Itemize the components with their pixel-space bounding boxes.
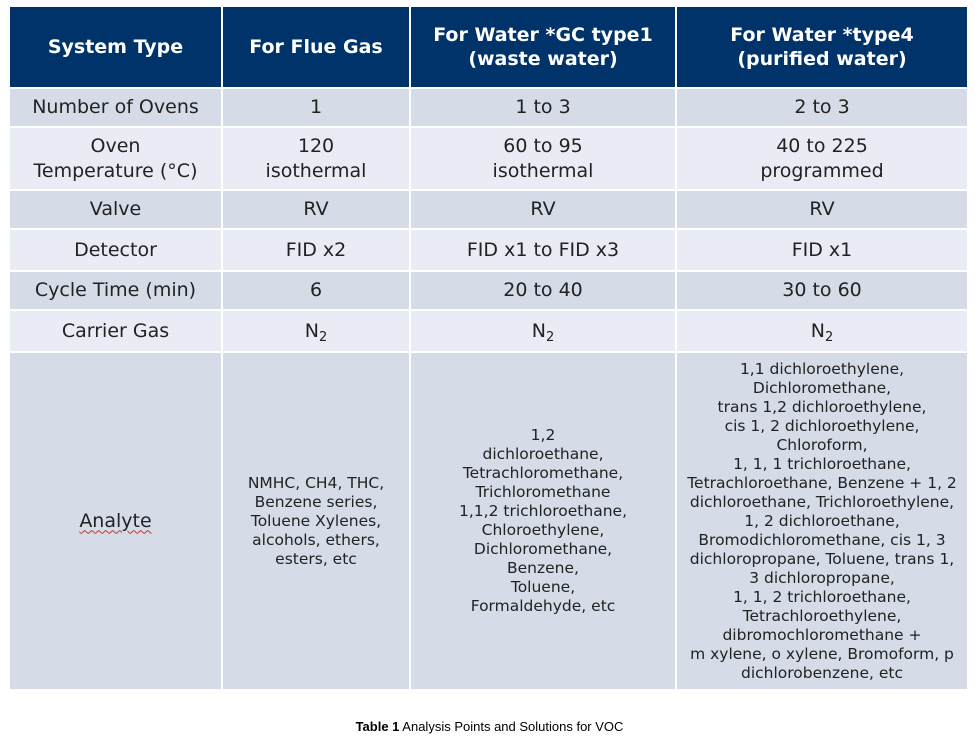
table-cell: 1 to 3 [411, 89, 675, 126]
table-cell: RV [411, 191, 675, 228]
row-oven-temperature [10, 128, 967, 189]
table-cell: RV [223, 191, 409, 228]
analyte-line: Chloroethylene, [481, 521, 605, 539]
analyte-line: Tetrachloroethane, Benzene + 1, 2 [687, 473, 957, 492]
analyte-line: alcohols, ethers, [252, 530, 380, 549]
table-cell: 30 to 60 [677, 272, 967, 309]
table-cell: $N_2$ [677, 311, 967, 351]
analyte-line: dichlorobenzene, etc [740, 663, 904, 682]
table-cell: FID x2 [223, 230, 409, 270]
row-cycle-time [10, 272, 967, 309]
analyte-line: 3 dichloropropane, [749, 568, 895, 587]
table-cell: 2 to 3 [677, 89, 967, 126]
analyte-line: 1, 2 dichloroethane, [744, 511, 900, 530]
analyte-cell-purified-water [677, 353, 967, 689]
table-cell: 20 to 40 [411, 272, 675, 309]
analyte-line: Benzene, [507, 559, 579, 577]
analyte-line: dichloropropane, Toluene, trans 1, [689, 549, 955, 568]
analyte-cell-flue-gas [223, 353, 409, 689]
analyte-line: Chloroform, [776, 435, 868, 454]
analyte-line: Formaldehyde, etc [470, 597, 616, 615]
caption-label: Table 1 [355, 719, 400, 734]
table-caption [0, 719, 979, 734]
table-cell: 1 [223, 89, 409, 126]
table-cell: $N_2$ [223, 311, 409, 351]
voc-system-table [8, 5, 969, 691]
analyte-line: 1,2 [530, 426, 556, 444]
row-label: Detector [10, 230, 221, 270]
analyte-line: Benzene series, [254, 492, 378, 511]
analyte-line: 1,1,2 trichloroethane, [459, 502, 627, 520]
analyte-line: Dichloromethane, [473, 540, 613, 558]
table-cell: FID x1 [677, 230, 967, 270]
header-flue-gas: For Flue Gas [223, 7, 409, 87]
table-cell: 120 isothermal [223, 128, 409, 189]
row-label: Analyte [10, 353, 221, 689]
analyte-line: cis 1, 2 dichloroethylene, [724, 416, 920, 435]
analyte-cell-waste-water [411, 353, 675, 689]
analyte-line: dibromochloromethane + [722, 625, 922, 644]
analyte-line: 1,1 dichloroethylene, [739, 359, 905, 378]
row-valve [10, 191, 967, 228]
voc-table-container [8, 5, 969, 691]
table-cell: RV [677, 191, 967, 228]
header-water-type4: For Water *type4 (purified water) [677, 7, 967, 87]
row-analyte [10, 353, 967, 689]
analyte-line: trans 1,2 dichloroethylene, [717, 397, 927, 416]
row-detector [10, 230, 967, 270]
analyte-line: Dichloromethane, [752, 378, 892, 397]
analyte-line: dichloroethane, [482, 445, 604, 463]
row-label: Carrier Gas [10, 311, 221, 351]
caption-text: Analysis Points and Solutions for VOC [399, 719, 624, 734]
analyte-line: NMHC, CH4, THC, [247, 473, 385, 492]
row-number-of-ovens [10, 89, 967, 126]
row-label: Oven Temperature (°C) [10, 128, 221, 189]
table-cell: 60 to 95 isothermal [411, 128, 675, 189]
analyte-line: Trichloromethane [475, 483, 611, 501]
analyte-line: Toluene, [510, 578, 576, 596]
header-system-type: System Type [10, 7, 221, 87]
analyte-line: dichloroethane, Trichloroethylene, [689, 492, 955, 511]
analyte-line: Bromodichloromethane, cis 1, 3 [698, 530, 946, 549]
analyte-line: Tetrachloromethane, [462, 464, 624, 482]
analyte-line: m xylene, o xylene, Bromoform, p [690, 644, 954, 663]
row-carrier-gas [10, 311, 967, 351]
table-cell: $N_2$ [411, 311, 675, 351]
row-label: Cycle Time (min) [10, 272, 221, 309]
table-cell: FID x1 to FID x3 [411, 230, 675, 270]
table-cell: 6 [223, 272, 409, 309]
header-water-gc-type1: For Water *GC type1 (waste water) [411, 7, 675, 87]
header-row [10, 7, 967, 87]
row-label: Number of Ovens [10, 89, 221, 126]
analyte-line: 1, 1, 2 trichloroethane, [733, 587, 911, 606]
analyte-line: 1, 1, 1 trichloroethane, [733, 454, 911, 473]
analyte-line: esters, etc [275, 549, 357, 568]
table-cell: 40 to 225 programmed [677, 128, 967, 189]
analyte-line: Toluene Xylenes, [250, 511, 382, 530]
analyte-line: Tetrachloroethylene, [742, 606, 902, 625]
row-label: Valve [10, 191, 221, 228]
